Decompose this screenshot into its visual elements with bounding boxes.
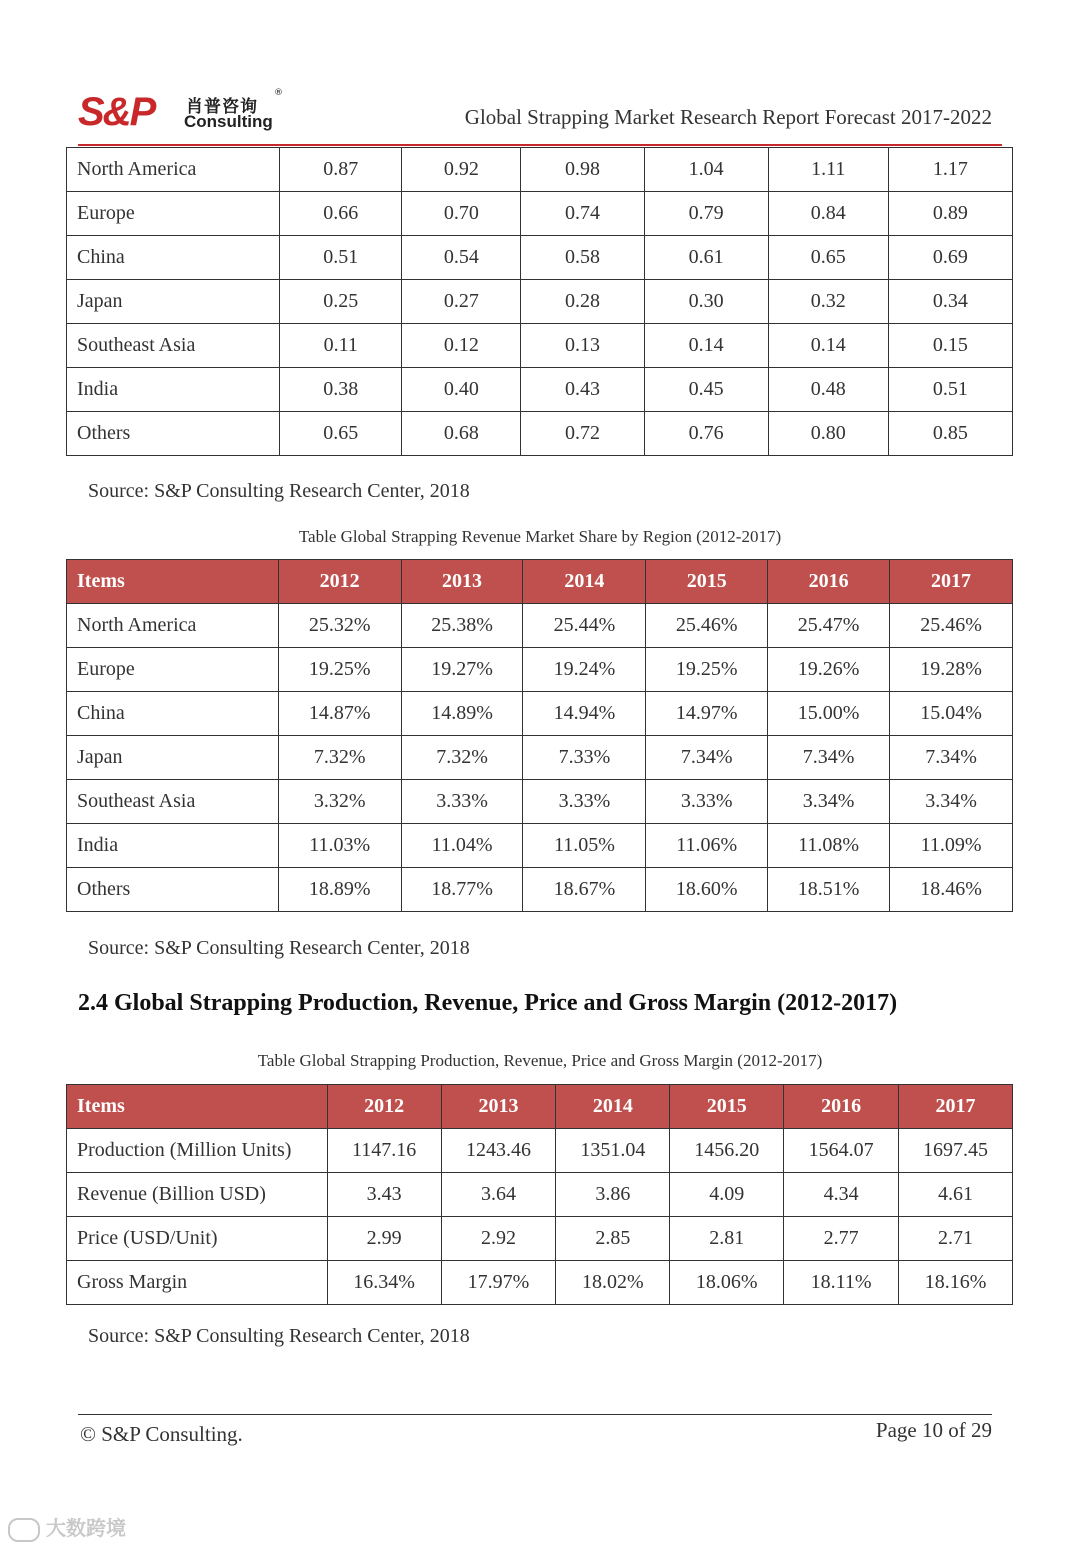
table3-header: [67, 1085, 1013, 1129]
table-cell: 7.34%: [646, 736, 768, 780]
table-row: [67, 824, 1013, 868]
table-cell: 14.94%: [523, 692, 646, 736]
table-cell: 3.33%: [401, 780, 523, 824]
table-cell: 4.09: [670, 1173, 784, 1217]
table-cell: 0.66: [280, 192, 402, 236]
table-cell: 1564.07: [784, 1129, 899, 1173]
table-cell: 15.04%: [890, 692, 1013, 736]
table-cell: 3.64: [441, 1173, 556, 1217]
table-cell: 0.45: [644, 368, 768, 412]
table-cell: 25.32%: [278, 604, 401, 648]
table-cell: 1147.16: [327, 1129, 441, 1173]
table-cell: 2.81: [670, 1217, 784, 1261]
table-cell: 0.14: [644, 324, 768, 368]
table-cell: 19.26%: [768, 648, 890, 692]
table-cell: 0.28: [521, 280, 644, 324]
table-cell: 0.54: [402, 236, 521, 280]
table-row: [67, 604, 1013, 648]
table-cell: 0.69: [888, 236, 1012, 280]
column-header-year: 2013: [401, 560, 523, 604]
table-row: [67, 368, 1013, 412]
header-row: [67, 1085, 1013, 1129]
footer-divider: [78, 1414, 992, 1415]
table-cell: 0.84: [768, 192, 888, 236]
row-label: Europe: [67, 648, 279, 692]
table-row: [67, 412, 1013, 456]
table-row: [67, 324, 1013, 368]
table-cell: 16.34%: [327, 1261, 441, 1305]
production-revenue-price-margin-table: [66, 1084, 1013, 1305]
table3-caption: Table Global Strapping Production, Revenue, Price and Gross Margin (2012-2017): [257, 1051, 823, 1070]
table-cell: 0.74: [521, 192, 644, 236]
row-label: North America: [67, 604, 279, 648]
header-divider: [78, 144, 1002, 146]
logo-chinese-name: 肖普咨询: [186, 97, 258, 117]
table-cell: 1243.46: [441, 1129, 556, 1173]
table-cell: 19.24%: [523, 648, 646, 692]
table-cell: 14.89%: [401, 692, 523, 736]
table-cell: 0.89: [888, 192, 1012, 236]
table-row: [67, 1217, 1013, 1261]
table-cell: 18.89%: [278, 868, 401, 912]
column-header-year: 2016: [768, 560, 890, 604]
table-cell: 0.15: [888, 324, 1012, 368]
table-cell: 0.27: [402, 280, 521, 324]
revenue-by-region-table: [66, 147, 1013, 456]
table-row: [67, 148, 1013, 192]
table3-source: Source: S&P Consulting Research Center, 2018: [88, 1325, 470, 1347]
table-cell: 7.34%: [768, 736, 890, 780]
table3-body: [67, 1129, 1013, 1305]
row-label: Japan: [67, 280, 280, 324]
row-label: India: [67, 824, 279, 868]
table-cell: 18.06%: [670, 1261, 784, 1305]
table-cell: 0.13: [521, 324, 644, 368]
table-cell: 25.46%: [890, 604, 1013, 648]
table-cell: 0.51: [888, 368, 1012, 412]
row-label: Japan: [67, 736, 279, 780]
row-label: Production (Million Units): [67, 1129, 328, 1173]
logo-sp-mark: S&P: [78, 90, 155, 134]
table-cell: 3.43: [327, 1173, 441, 1217]
table-cell: 1.17: [888, 148, 1012, 192]
watermark-logo-icon: [8, 1518, 40, 1542]
table-row: [67, 648, 1013, 692]
table-cell: 19.25%: [278, 648, 401, 692]
row-label: Southeast Asia: [67, 780, 279, 824]
table-cell: 2.77: [784, 1217, 899, 1261]
row-label: Europe: [67, 192, 280, 236]
header-row: [67, 560, 1013, 604]
table2-caption: Table Global Strapping Revenue Market Share by Region (2012-2017): [298, 527, 782, 546]
row-label: Gross Margin: [67, 1261, 328, 1305]
table-cell: 11.06%: [646, 824, 768, 868]
table-cell: 15.00%: [768, 692, 890, 736]
table-cell: 11.09%: [890, 824, 1013, 868]
row-label: China: [67, 692, 279, 736]
table-cell: 3.34%: [890, 780, 1013, 824]
section-heading: 2.4 Global Strapping Production, Revenue, Price and Gross Margin (2012-2017): [78, 990, 898, 1016]
table-cell: 17.97%: [441, 1261, 556, 1305]
table-cell: 14.87%: [278, 692, 401, 736]
table-cell: 18.51%: [768, 868, 890, 912]
table-cell: 3.32%: [278, 780, 401, 824]
table-cell: 0.72: [521, 412, 644, 456]
column-header-year: 2014: [556, 1085, 670, 1129]
column-header-items: Items: [67, 1085, 328, 1129]
table-row: [67, 192, 1013, 236]
row-label: Others: [67, 868, 279, 912]
table-cell: 18.77%: [401, 868, 523, 912]
table-cell: 0.87: [280, 148, 402, 192]
table-cell: 0.11: [280, 324, 402, 368]
table-row: [67, 1129, 1013, 1173]
table2-header: [67, 560, 1013, 604]
table-cell: 19.27%: [401, 648, 523, 692]
table-row: [67, 236, 1013, 280]
column-header-year: 2012: [278, 560, 401, 604]
row-label: Price (USD/Unit): [67, 1217, 328, 1261]
table-row: [67, 1261, 1013, 1305]
table-cell: 0.70: [402, 192, 521, 236]
company-logo: [78, 88, 288, 136]
table-cell: 0.12: [402, 324, 521, 368]
table-cell: 7.33%: [523, 736, 646, 780]
table-cell: 0.85: [888, 412, 1012, 456]
table-cell: 0.34: [888, 280, 1012, 324]
watermark: [8, 1512, 126, 1542]
table1-source: Source: S&P Consulting Research Center, 2018: [88, 480, 470, 502]
table-cell: 1456.20: [670, 1129, 784, 1173]
table-cell: 0.65: [768, 236, 888, 280]
table-row: [67, 868, 1013, 912]
table-cell: 25.47%: [768, 604, 890, 648]
table-cell: 18.67%: [523, 868, 646, 912]
table-cell: 3.33%: [523, 780, 646, 824]
market-share-by-region-table: [66, 559, 1013, 912]
table-cell: 0.43: [521, 368, 644, 412]
logo-consulting-text: Consulting: [184, 112, 273, 131]
table-cell: 7.32%: [278, 736, 401, 780]
logo-registered-mark: ®: [274, 88, 283, 98]
row-label: Others: [67, 412, 280, 456]
table-cell: 0.92: [402, 148, 521, 192]
table-cell: 18.16%: [899, 1261, 1013, 1305]
table-cell: 18.46%: [890, 868, 1013, 912]
table-cell: 0.30: [644, 280, 768, 324]
row-label: North America: [67, 148, 280, 192]
table-cell: 11.03%: [278, 824, 401, 868]
row-label: Southeast Asia: [67, 324, 280, 368]
table-cell: 7.34%: [890, 736, 1013, 780]
column-header-year: 2013: [441, 1085, 556, 1129]
table-cell: 2.85: [556, 1217, 670, 1261]
table-cell: 0.40: [402, 368, 521, 412]
page-number: Page 10 of 29: [875, 1418, 992, 1442]
table-row: [67, 280, 1013, 324]
table-cell: 1697.45: [899, 1129, 1013, 1173]
table-row: [67, 736, 1013, 780]
table2-source: Source: S&P Consulting Research Center, 2018: [88, 937, 470, 959]
table-cell: 0.61: [644, 236, 768, 280]
table-cell: 0.51: [280, 236, 402, 280]
column-header-items: Items: [67, 560, 279, 604]
table-cell: 1.11: [768, 148, 888, 192]
column-header-year: 2017: [890, 560, 1013, 604]
column-header-year: 2014: [523, 560, 646, 604]
table-cell: 25.46%: [646, 604, 768, 648]
table-cell: 0.58: [521, 236, 644, 280]
table-cell: 1351.04: [556, 1129, 670, 1173]
column-header-year: 2015: [670, 1085, 784, 1129]
table-cell: 0.76: [644, 412, 768, 456]
table-cell: 0.32: [768, 280, 888, 324]
table-cell: 0.48: [768, 368, 888, 412]
table-cell: 2.99: [327, 1217, 441, 1261]
row-label: China: [67, 236, 280, 280]
table1-body: [67, 148, 1013, 456]
watermark-text: 大数跨境: [46, 1516, 126, 1540]
table-cell: 3.86: [556, 1173, 670, 1217]
table-row: [67, 692, 1013, 736]
table-cell: 11.04%: [401, 824, 523, 868]
table-cell: 4.34: [784, 1173, 899, 1217]
column-header-year: 2016: [784, 1085, 899, 1129]
report-header-title: Global Strapping Market Research Report Forecast 2017-2022: [464, 105, 992, 129]
table-cell: 18.60%: [646, 868, 768, 912]
column-header-year: 2012: [327, 1085, 441, 1129]
table-cell: 18.11%: [784, 1261, 899, 1305]
table-cell: 19.25%: [646, 648, 768, 692]
table-cell: 0.68: [402, 412, 521, 456]
column-header-year: 2015: [646, 560, 768, 604]
table-cell: 3.34%: [768, 780, 890, 824]
table-cell: 25.44%: [523, 604, 646, 648]
table-cell: 18.02%: [556, 1261, 670, 1305]
table-cell: 4.61: [899, 1173, 1013, 1217]
table-cell: 0.98: [521, 148, 644, 192]
table-cell: 11.08%: [768, 824, 890, 868]
table-cell: 0.65: [280, 412, 402, 456]
table-cell: 1.04: [644, 148, 768, 192]
table-row: [67, 1173, 1013, 1217]
table-cell: 3.33%: [646, 780, 768, 824]
table-cell: 7.32%: [401, 736, 523, 780]
table-cell: 0.79: [644, 192, 768, 236]
table-cell: 2.71: [899, 1217, 1013, 1261]
table-cell: 0.14: [768, 324, 888, 368]
table-cell: 2.92: [441, 1217, 556, 1261]
table2-body: [67, 604, 1013, 912]
row-label: Revenue (Billion USD): [67, 1173, 328, 1217]
row-label: India: [67, 368, 280, 412]
table-cell: 19.28%: [890, 648, 1013, 692]
table-cell: 0.80: [768, 412, 888, 456]
table-cell: 11.05%: [523, 824, 646, 868]
table-cell: 25.38%: [401, 604, 523, 648]
column-header-year: 2017: [899, 1085, 1013, 1129]
footer-copyright: © S&P Consulting.: [80, 1422, 243, 1446]
table-row: [67, 780, 1013, 824]
table-cell: 0.38: [280, 368, 402, 412]
table-cell: 14.97%: [646, 692, 768, 736]
table-cell: 0.25: [280, 280, 402, 324]
